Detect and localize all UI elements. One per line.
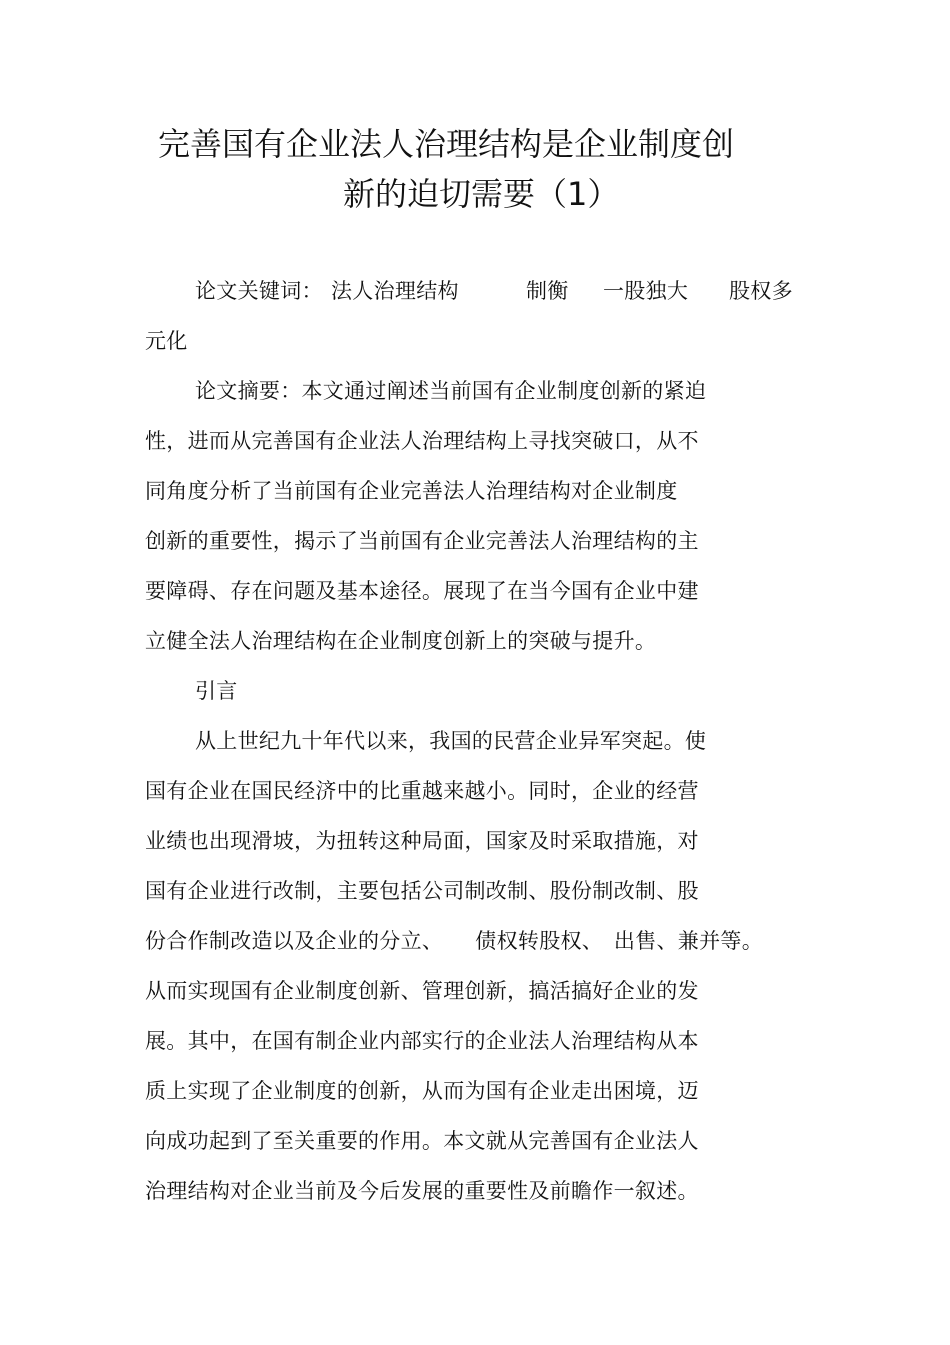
abstract-line: 要障碍、存在问题及基本途径。展现了在当今国有企业中建 [145, 579, 699, 603]
keyword-term: 法人治理结构 [331, 279, 459, 303]
keywords-continuation: 元化 [145, 329, 188, 353]
abstract-line: 论文摘要：本文通过阐述当前国有企业制度创新的紧迫 [195, 379, 707, 403]
abstract-line: 同角度分析了当前国有企业完善法人治理结构对企业制度 [145, 479, 678, 503]
keyword-term: 股权多 [729, 279, 793, 303]
abstract-line: 创新的重要性，揭示了当前国有企业完善法人治理结构的主 [145, 529, 699, 553]
intro-line: 国有企业进行改制，主要包括公司制改制、股份制改制、股 [145, 879, 699, 903]
intro-line: 向成功起到了至关重要的作用。本文就从完善国有企业法人 [145, 1129, 699, 1153]
document-title-line-2: 新的迫切需要（1） [343, 175, 620, 213]
intro-line: 治理结构对企业当前及今后发展的重要性及前瞻作一叙述。 [145, 1179, 699, 1203]
abstract-line: 立健全法人治理结构在企业制度创新上的突破与提升。 [145, 629, 657, 653]
intro-line: 质上实现了企业制度的创新，从而为国有企业走出困境，迈 [145, 1079, 699, 1103]
intro-line: 展。其中，在国有制企业内部实行的企业法人治理结构从本 [145, 1029, 699, 1053]
intro-line: 国有企业在国民经济中的比重越来越小。同时，企业的经营 [145, 779, 699, 803]
intro-line: 业绩也出现滑坡，为扭转这种局面，国家及时采取措施，对 [145, 829, 699, 853]
abstract-line: 性，进而从完善国有企业法人治理结构上寻找突破口，从不 [145, 429, 699, 453]
keyword-term: 一股独大 [603, 279, 689, 303]
intro-line: 份合作制改造以及企业的分立、 债权转股权、 出售、兼并等。 [145, 929, 763, 953]
keywords-label: 论文关键词： [195, 279, 323, 303]
document-title-line-1: 完善国有企业法人治理结构是企业制度创 [158, 125, 735, 163]
keywords-line [195, 276, 835, 306]
keyword-term: 制衡 [526, 279, 569, 303]
intro-line: 从而实现国有企业制度创新、管理创新，搞活搞好企业的发 [145, 979, 699, 1003]
intro-line: 从上世纪九十年代以来，我国的民营企业异军突起。使 [195, 729, 707, 753]
section-heading-intro: 引言 [195, 679, 238, 703]
